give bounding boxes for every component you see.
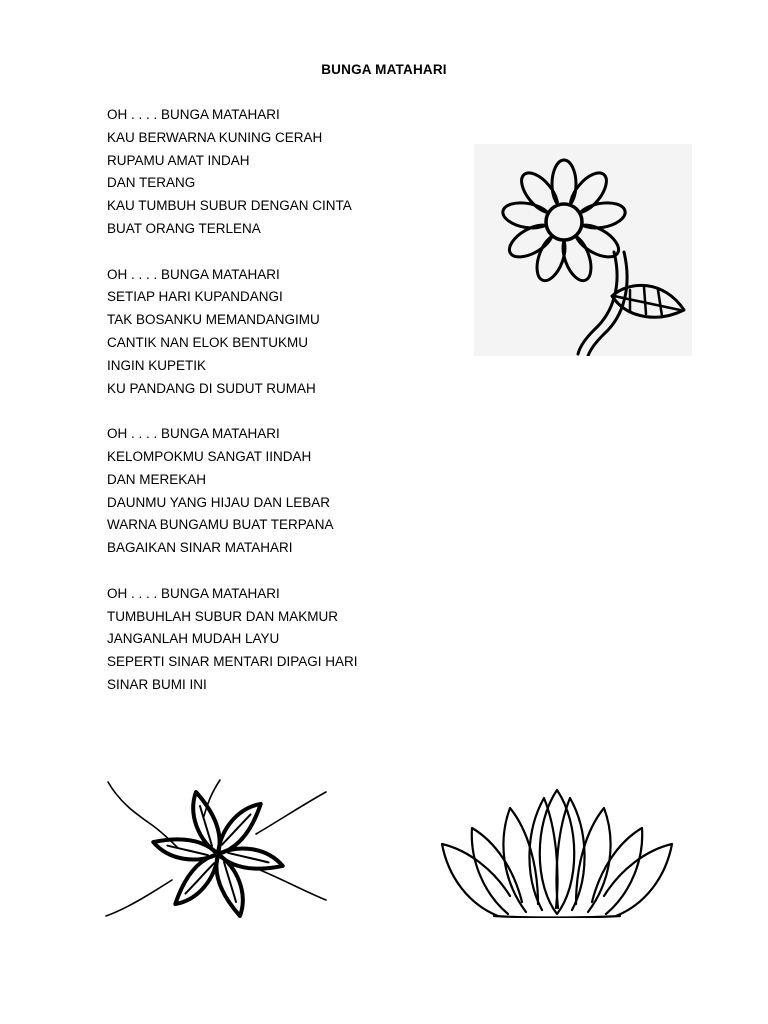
poem-line: KAU TUMBUH SUBUR DENGAN CINTA — [107, 198, 352, 214]
poem-line: OH . . . . BUNGA MATAHARI — [107, 107, 280, 122]
poem-line: RUPAMU AMAT INDAH — [107, 152, 250, 168]
poem-line: OH . . . . BUNGA MATAHARI — [107, 266, 280, 282]
poem-line: SINAR BUMI INI — [107, 676, 207, 692]
star-flower-illustration — [100, 776, 336, 922]
star-flower-icon — [100, 776, 336, 922]
poem-line: KAU BERWARNA KUNING CERAH — [107, 129, 323, 145]
poem-line: CANTIK NAN ELOK BENTUKMU — [107, 334, 309, 350]
poem-line: TUMBUHLAH SUBUR DAN MAKMUR — [107, 608, 339, 624]
poem-line: KELOMPOKMU SANGAT IINDAH — [107, 448, 312, 464]
poem-line: INGIN KUPETIK — [107, 357, 207, 373]
poem-line: BAGAIKAN SINAR MATAHARI — [107, 540, 293, 556]
stanza-4 — [107, 583, 358, 697]
poem-line: BUAT ORANG TERLENA — [107, 220, 261, 236]
sunflower-illustration — [474, 144, 692, 356]
poem-line: OH . . . . BUNGA MATAHARI — [107, 426, 280, 442]
poem-line: SEPERTI SINAR MENTARI DIPAGI HARI — [107, 654, 358, 670]
poem-line: DAUNMU YANG HIJAU DAN LEBAR — [107, 494, 331, 510]
lotus-illustration — [438, 784, 676, 918]
poem-line: DAN TERANG — [107, 175, 196, 191]
stanza-1 — [107, 104, 358, 241]
poem-line: KU PANDANG DI SUDUT RUMAH — [107, 380, 316, 396]
poem-line: OH . . . . BUNGA MATAHARI — [107, 585, 280, 601]
poem-line: DAN MEREKAH — [107, 471, 207, 487]
poem-line: WARNA BUNGAMU BUAT TERPANA — [107, 517, 334, 533]
sunflower-icon — [474, 144, 692, 356]
stanza-3 — [107, 423, 358, 560]
poem-line: TAK BOSANKU MEMANDANGIMU — [107, 312, 320, 328]
poem — [107, 104, 358, 720]
lotus-icon — [438, 784, 676, 918]
poem-line: SETIAP HARI KUPANDANGI — [107, 289, 283, 305]
page-title: BUNGA MATAHARI — [321, 62, 447, 77]
stanza-2 — [107, 264, 358, 401]
poem-line: JANGANLAH MUDAH LAYU — [107, 631, 280, 647]
